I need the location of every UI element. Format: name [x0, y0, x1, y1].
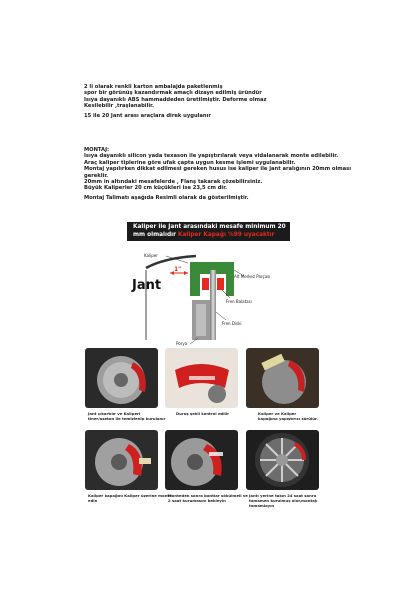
- caliper-diagram: [126, 240, 296, 346]
- caliper-mounted-image: [85, 430, 158, 490]
- montaj-line: Isıya dayanıklı silicon yada texason ile yapıştırılarak veya vidalanarak monte edilebilir.: [84, 153, 339, 160]
- step-caption-4: Kaliper kapağını Kaliper üzerine monte edin: [88, 493, 172, 503]
- intro-line: spor bir görünüş kazandırmak amaçlı dizayn edilmiş üründür: [84, 90, 262, 97]
- brake-disc-image: [85, 348, 158, 408]
- info-banner: [127, 222, 290, 241]
- tape-removal-image: [165, 430, 238, 490]
- step-caption-3: Kaliper ve Kaliper kapağına yapıştırıcı sürülür.: [258, 411, 318, 421]
- intro-line: Kesilebilir ,traşlanabilir.: [84, 103, 154, 110]
- montaj-line: Büyük Kaliperler 20 cm küçükleri ise 23,5 cm dir.: [84, 185, 227, 192]
- adhesive-apply-image: [246, 348, 319, 408]
- montaj-line: 20mm in altındaki mesafelerde , Flanş takarak çözebilirsiniz.: [84, 179, 263, 186]
- montaj-line: Montaj yapılırken dikkat edilmesi gereken husus ise kaliper ile jant aralığının 20mm olması: [84, 166, 352, 173]
- caliper-cover-image: [165, 348, 238, 408]
- label-alt-merkez: Alt Merkez Parçası: [234, 274, 271, 279]
- label-porya: Porya: [176, 341, 188, 346]
- wheel-installed-image: [246, 430, 319, 490]
- step-caption-6: Jantı yerine takın 24 saat sonra tamamen kurulmuş olur,montajı tamamlayın: [249, 493, 318, 508]
- step-photo-6: [246, 430, 319, 490]
- step-photo-2: [165, 348, 238, 408]
- compat-line: 15 ile 20 Jant arası araçlara direk uygulanır: [84, 113, 211, 119]
- step-caption-1: Jant çıkartılır ve Kaliperi tiner/aseton ile temizlenip kurulanır: [88, 411, 166, 421]
- label-jant: Jant: [132, 278, 162, 293]
- banner-line-2-red: Kaliper Kapağı %99 uyacaktır: [178, 232, 275, 238]
- montaj-title: MONTAJ:: [84, 147, 110, 153]
- step-photo-5: [165, 430, 238, 490]
- banner-line-2: [133, 232, 275, 238]
- intro-line: 2 li olarak renkli karton ambalajda paketlenmiş: [84, 84, 223, 90]
- montaj-block: [84, 147, 351, 192]
- step-caption-5: Monteden sonra bantlar sökülmeli ve 2 saat kurumasını bekleyin: [168, 493, 248, 503]
- intro-block: [84, 84, 267, 110]
- label-fren-diski: Fren Diski: [222, 321, 242, 326]
- intro-line: Isıya dayanıklı ABS hammaddeden üretilmiştir. Deforme olmaz: [84, 96, 267, 103]
- label-dimension: 1": [174, 266, 182, 273]
- banner-line-2-white: mm olmalıdır: [133, 232, 176, 238]
- step-caption-2: Duruş şekli kontrol edilir: [176, 411, 230, 416]
- step-photo-1: [85, 348, 158, 408]
- step-photo-3: [246, 348, 319, 408]
- banner-line-1: Kaliper ile Jant arasındaki mesafe minimum 20: [133, 224, 286, 230]
- montaj-line: Araç kaliper tiplerine göre ufak çapta uygun kesme işlemi uygulanabilir.: [84, 159, 296, 166]
- montaj-note: Montaj Talimatı aşağıda Resimli olarak da gösterilmiştir.: [84, 195, 249, 201]
- montaj-line: gereklir.: [84, 172, 109, 179]
- step-photo-4: [85, 430, 158, 490]
- label-kaliper: Kaliper: [144, 253, 158, 258]
- label-fren-balatasi: Fren Balatası: [226, 299, 252, 304]
